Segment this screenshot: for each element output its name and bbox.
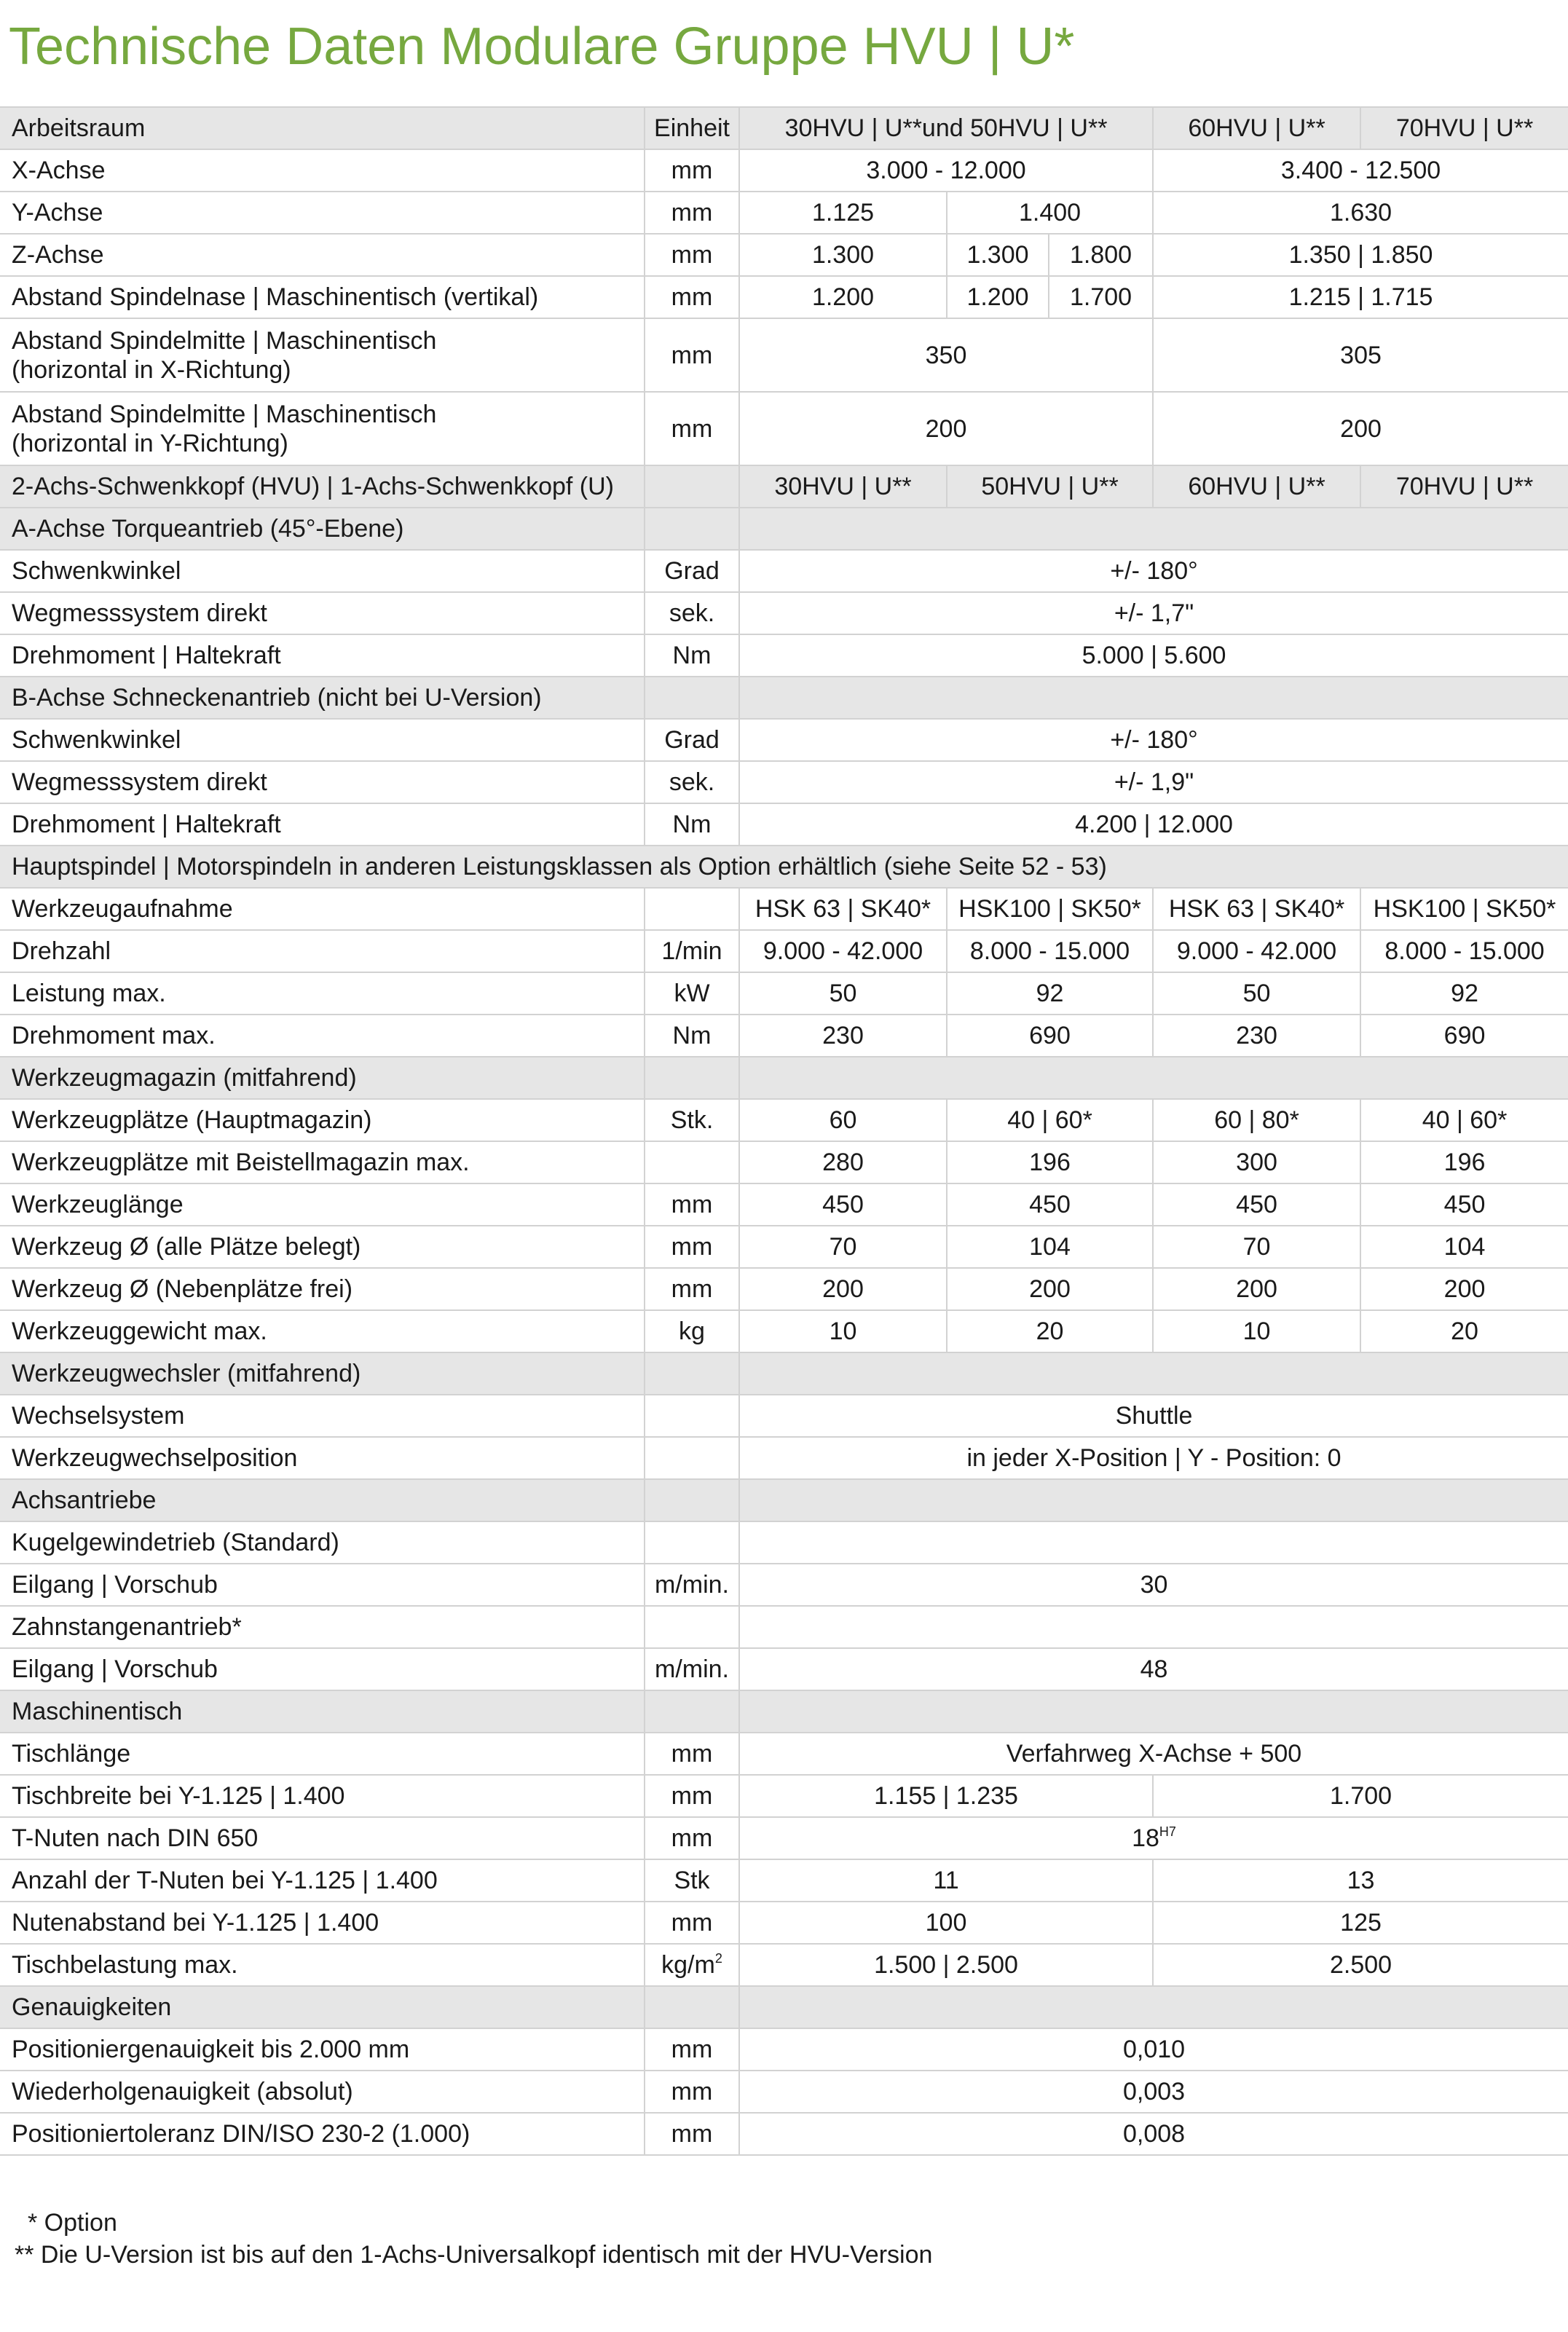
row-unit: mm: [645, 2028, 739, 2071]
cell-value: 200: [1153, 1268, 1360, 1310]
cell-value: 1.350 | 1.850: [1153, 234, 1568, 276]
cell-value: 230: [739, 1015, 947, 1057]
cell-value: 8.000 - 15.000: [1360, 930, 1568, 972]
section-label: Maschinentisch: [0, 1690, 645, 1733]
cell-value: 100: [739, 1902, 1153, 1944]
section-header-row: [0, 677, 1568, 719]
cell-value: 125: [1153, 1902, 1568, 1944]
row-label: Eilgang | Vorschub: [0, 1564, 645, 1606]
cell-value: 0,010: [739, 2028, 1568, 2071]
row-label: Schwenkwinkel: [0, 719, 645, 761]
cell-value: 1.300: [947, 234, 1049, 276]
cell-value: 1.800: [1049, 234, 1153, 276]
row-label: [0, 318, 645, 392]
row-label: [0, 392, 645, 465]
row-label: Drehzahl: [0, 930, 645, 972]
row-label-line: (horizontal in X-Richtung): [12, 355, 291, 384]
row-unit: m/min.: [645, 1564, 739, 1606]
row-unit: Nm: [645, 803, 739, 846]
row-unit: mm: [645, 192, 739, 234]
row-unit: mm: [645, 276, 739, 318]
section-label: Werkzeugmagazin (mitfahrend): [0, 1057, 645, 1099]
cell-value: 92: [1360, 972, 1568, 1015]
cell-value: +/- 1,7": [739, 592, 1568, 634]
cell-value: 3.400 - 12.500: [1153, 149, 1568, 192]
cell-value: 200: [739, 1268, 947, 1310]
cell-value: [739, 1817, 1568, 1859]
column-header: 30HVU | U**: [739, 465, 947, 508]
row-label: Wegmesssystem direkt: [0, 761, 645, 803]
cell-value: 9.000 - 42.000: [739, 930, 947, 972]
row-unit: mm: [645, 318, 739, 392]
cell-value: 1.700: [1153, 1775, 1568, 1817]
cell-value: 40 | 60*: [947, 1099, 1153, 1141]
row-unit: Grad: [645, 719, 739, 761]
row-label: Werkzeugaufnahme: [0, 888, 645, 930]
row-label: Wechselsystem: [0, 1395, 645, 1437]
row-label: Werkzeugwechselposition: [0, 1437, 645, 1479]
cell-value: 11: [739, 1859, 1153, 1902]
row-label: Anzahl der T-Nuten bei Y-1.125 | 1.400: [0, 1859, 645, 1902]
table-row: [0, 1437, 1568, 1479]
row-unit: Grad: [645, 550, 739, 592]
cell-value: +/- 1,9": [739, 761, 1568, 803]
row-unit: Stk: [645, 1859, 739, 1902]
row-unit: [645, 1141, 739, 1183]
section-header-row: [0, 846, 1568, 888]
cell-value: 280: [739, 1141, 947, 1183]
cell-value: 92: [947, 972, 1153, 1015]
row-label: Eilgang | Vorschub: [0, 1648, 645, 1690]
cell-value: 50: [739, 972, 947, 1015]
row-label: Z-Achse: [0, 234, 645, 276]
row-unit: [645, 1944, 739, 1986]
cell-value: 200: [1153, 392, 1568, 465]
table-row: [0, 2071, 1568, 2113]
cell-value: 2.500: [1153, 1944, 1568, 1986]
table-row: [0, 634, 1568, 677]
table-row: [0, 1902, 1568, 1944]
row-unit: mm: [645, 1775, 739, 1817]
cell-value: 10: [739, 1310, 947, 1352]
row-label: Tischbreite bei Y-1.125 | 1.400: [0, 1775, 645, 1817]
cell-value: HSK 63 | SK40*: [1153, 888, 1360, 930]
cell-value: 20: [947, 1310, 1153, 1352]
cell-value: 60: [739, 1099, 947, 1141]
table-row: [0, 149, 1568, 192]
cell-value: 1.400: [947, 192, 1153, 234]
table-row: [0, 1944, 1568, 1986]
section-header-row: [0, 1986, 1568, 2028]
column-header: 60HVU | U**: [1153, 465, 1360, 508]
cell-value: 8.000 - 15.000: [947, 930, 1153, 972]
table-row: [0, 1141, 1568, 1183]
table-row: [0, 318, 1568, 392]
cell-value: 1.155 | 1.235: [739, 1775, 1153, 1817]
table-row: [0, 1521, 1568, 1564]
cell-value: 350: [739, 318, 1153, 392]
cell-value: 450: [1153, 1183, 1360, 1226]
row-label: Tischlänge: [0, 1733, 645, 1775]
row-unit: Stk.: [645, 1099, 739, 1141]
row-label: Schwenkwinkel: [0, 550, 645, 592]
cell-value: 20: [1360, 1310, 1568, 1352]
cell-value: 30: [739, 1564, 1568, 1606]
table-row: [0, 1268, 1568, 1310]
cell-value: 230: [1153, 1015, 1360, 1057]
table-row: [0, 1226, 1568, 1268]
unit-header: Einheit: [645, 107, 739, 149]
table-row: [0, 1099, 1568, 1141]
row-label-line: (horizontal in Y-Richtung): [12, 429, 288, 457]
row-label: T-Nuten nach DIN 650: [0, 1817, 645, 1859]
cell-value: 450: [1360, 1183, 1568, 1226]
cell-value: 5.000 | 5.600: [739, 634, 1568, 677]
footnote-u-version: ** Die U-Version ist bis auf den 1-Achs-Universalkopf identisch mit der HVU-Version: [15, 2241, 933, 2269]
cell-value: 50: [1153, 972, 1360, 1015]
cell-value: 10: [1153, 1310, 1360, 1352]
table-row: [0, 2113, 1568, 2155]
footnote-option: * Option: [28, 2209, 117, 2237]
row-label: Positioniertoleranz DIN/ISO 230-2 (1.000): [0, 2113, 645, 2155]
column-header: 60HVU | U**: [1153, 107, 1360, 149]
cell-value: 0,003: [739, 2071, 1568, 2113]
table-row: [0, 1606, 1568, 1648]
section-header-row: [0, 1057, 1568, 1099]
table-row: [0, 972, 1568, 1015]
cell-value: 4.200 | 12.000: [739, 803, 1568, 846]
row-unit: kg: [645, 1310, 739, 1352]
table-row: [0, 930, 1568, 972]
row-unit: mm: [645, 1902, 739, 1944]
unit-superscript: 2: [714, 1951, 722, 1966]
section-label: A-Achse Torqueantrieb (45°-Ebene): [0, 508, 645, 550]
section-label: Hauptspindel | Motorspindeln in anderen Leistungsklassen als Option erhältlich (siehe Seite 52 - 53): [0, 846, 1568, 888]
column-header: 30HVU | U**und 50HVU | U**: [739, 107, 1153, 149]
table-row: [0, 719, 1568, 761]
section-label: 2-Achs-Schwenkkopf (HVU) | 1-Achs-Schwenkkopf (U): [0, 465, 645, 508]
row-label: Drehmoment max.: [0, 1015, 645, 1057]
row-unit: 1/min: [645, 930, 739, 972]
row-label: Kugelgewindetrieb (Standard): [0, 1521, 645, 1564]
table-row: [0, 1859, 1568, 1902]
table-row: [0, 803, 1568, 846]
table-row: [0, 1183, 1568, 1226]
row-unit: sek.: [645, 592, 739, 634]
table-row: [0, 888, 1568, 930]
cell-value: 1.215 | 1.715: [1153, 276, 1568, 318]
row-label: Nutenabstand bei Y-1.125 | 1.400: [0, 1902, 645, 1944]
row-unit: mm: [645, 234, 739, 276]
row-unit: kW: [645, 972, 739, 1015]
cell-value: 305: [1153, 318, 1568, 392]
row-unit: [645, 888, 739, 930]
row-unit: mm: [645, 2113, 739, 2155]
table-row: [0, 392, 1568, 465]
cell-value: 1.500 | 2.500: [739, 1944, 1153, 1986]
cell-value: HSK100 | SK50*: [1360, 888, 1568, 930]
cell-value: 1.700: [1049, 276, 1153, 318]
cell-value: HSK100 | SK50*: [947, 888, 1153, 930]
cell-value: 450: [739, 1183, 947, 1226]
cell-value: 690: [1360, 1015, 1568, 1057]
row-label: Wegmesssystem direkt: [0, 592, 645, 634]
table-row: [0, 1733, 1568, 1775]
cell-value: 200: [1360, 1268, 1568, 1310]
cell-value: Verfahrweg X-Achse + 500: [739, 1733, 1568, 1775]
section-label: Genauigkeiten: [0, 1986, 645, 2028]
row-unit: sek.: [645, 761, 739, 803]
row-unit: mm: [645, 149, 739, 192]
row-label: Werkzeug Ø (Nebenplätze frei): [0, 1268, 645, 1310]
row-unit: mm: [645, 392, 739, 465]
tslot-value: 18: [1132, 1824, 1159, 1852]
row-label-line: Abstand Spindelmitte | Maschinentisch: [12, 326, 437, 355]
section-label: Arbeitsraum: [0, 107, 645, 149]
section-header-row: [0, 1352, 1568, 1395]
row-label: Werkzeugplätze mit Beistellmagazin max.: [0, 1141, 645, 1183]
table-row: [0, 592, 1568, 634]
row-label: Werkzeugplätze (Hauptmagazin): [0, 1099, 645, 1141]
table-row: [0, 1817, 1568, 1859]
section-label: Achsantriebe: [0, 1479, 645, 1521]
footnotes: [15, 2207, 932, 2271]
column-header: 50HVU | U**: [947, 465, 1153, 508]
cell-value: 70: [739, 1226, 947, 1268]
section-header-row: [0, 465, 1568, 508]
unit-text: kg/m: [661, 1951, 715, 1979]
row-label: Werkzeug Ø (alle Plätze belegt): [0, 1226, 645, 1268]
table-row: [0, 192, 1568, 234]
table-row: [0, 1775, 1568, 1817]
cell-value: 200: [739, 392, 1153, 465]
row-unit: mm: [645, 1817, 739, 1859]
cell-value: 40 | 60*: [1360, 1099, 1568, 1141]
row-label: Drehmoment | Haltekraft: [0, 803, 645, 846]
spec-table: [0, 106, 1568, 2156]
cell-value: 0,008: [739, 2113, 1568, 2155]
row-unit: Nm: [645, 634, 739, 677]
tolerance-superscript: H7: [1159, 1824, 1176, 1839]
unit-header: [645, 465, 739, 508]
cell-value: 196: [1360, 1141, 1568, 1183]
row-unit: [645, 1437, 739, 1479]
row-label: Werkzeuglänge: [0, 1183, 645, 1226]
table-row: [0, 234, 1568, 276]
row-label: Positioniergenauigkeit bis 2.000 mm: [0, 2028, 645, 2071]
column-header: 70HVU | U**: [1360, 465, 1568, 508]
column-header: 70HVU | U**: [1360, 107, 1568, 149]
cell-value: 1.200: [739, 276, 947, 318]
row-label: Y-Achse: [0, 192, 645, 234]
table-row: [0, 1015, 1568, 1057]
table-row: [0, 1395, 1568, 1437]
cell-value: 450: [947, 1183, 1153, 1226]
cell-value: 3.000 - 12.000: [739, 149, 1153, 192]
page-title: Technische Daten Modulare Gruppe HVU | U*: [9, 17, 1075, 76]
row-label: Werkzeuggewicht max.: [0, 1310, 645, 1352]
cell-value: 1.125: [739, 192, 947, 234]
cell-value: 200: [947, 1268, 1153, 1310]
cell-value: 196: [947, 1141, 1153, 1183]
cell-value: 104: [1360, 1226, 1568, 1268]
cell-value: Shuttle: [739, 1395, 1568, 1437]
section-header-row: [0, 1479, 1568, 1521]
cell-value: 1.630: [1153, 192, 1568, 234]
table-row: [0, 1648, 1568, 1690]
row-label: Abstand Spindelnase | Maschinentisch (vertikal): [0, 276, 645, 318]
cell-value: 70: [1153, 1226, 1360, 1268]
cell-value: 1.200: [947, 276, 1049, 318]
row-label: Drehmoment | Haltekraft: [0, 634, 645, 677]
row-unit: mm: [645, 1226, 739, 1268]
table-header-row: [0, 107, 1568, 149]
table-row: [0, 761, 1568, 803]
row-unit: mm: [645, 1733, 739, 1775]
row-unit: mm: [645, 1268, 739, 1310]
section-label: Werkzeugwechsler (mitfahrend): [0, 1352, 645, 1395]
table-row: [0, 2028, 1568, 2071]
cell-value: HSK 63 | SK40*: [739, 888, 947, 930]
cell-value: 9.000 - 42.000: [1153, 930, 1360, 972]
cell-value: 48: [739, 1648, 1568, 1690]
section-label: B-Achse Schneckenantrieb (nicht bei U-Version): [0, 677, 645, 719]
section-header-row: [0, 508, 1568, 550]
row-label-line: Abstand Spindelmitte | Maschinentisch: [12, 400, 437, 428]
cell-value: in jeder X-Position | Y - Position: 0: [739, 1437, 1568, 1479]
row-label: Wiederholgenauigkeit (absolut): [0, 2071, 645, 2113]
table-row: [0, 1310, 1568, 1352]
row-unit: Nm: [645, 1015, 739, 1057]
cell-value: 104: [947, 1226, 1153, 1268]
table-row: [0, 1564, 1568, 1606]
row-label: Zahnstangenantrieb*: [0, 1606, 645, 1648]
cell-value: 1.300: [739, 234, 947, 276]
cell-value: 13: [1153, 1859, 1568, 1902]
row-label: Tischbelastung max.: [0, 1944, 645, 1986]
cell-value: +/- 180°: [739, 550, 1568, 592]
cell-value: 300: [1153, 1141, 1360, 1183]
cell-value: 690: [947, 1015, 1153, 1057]
table-row: [0, 550, 1568, 592]
row-label: X-Achse: [0, 149, 645, 192]
row-unit: mm: [645, 2071, 739, 2113]
table-row: [0, 276, 1568, 318]
row-unit: m/min.: [645, 1648, 739, 1690]
row-unit: mm: [645, 1183, 739, 1226]
section-header-row: [0, 1690, 1568, 1733]
cell-value: 60 | 80*: [1153, 1099, 1360, 1141]
cell-value: +/- 180°: [739, 719, 1568, 761]
row-unit: [645, 1395, 739, 1437]
row-label: Leistung max.: [0, 972, 645, 1015]
